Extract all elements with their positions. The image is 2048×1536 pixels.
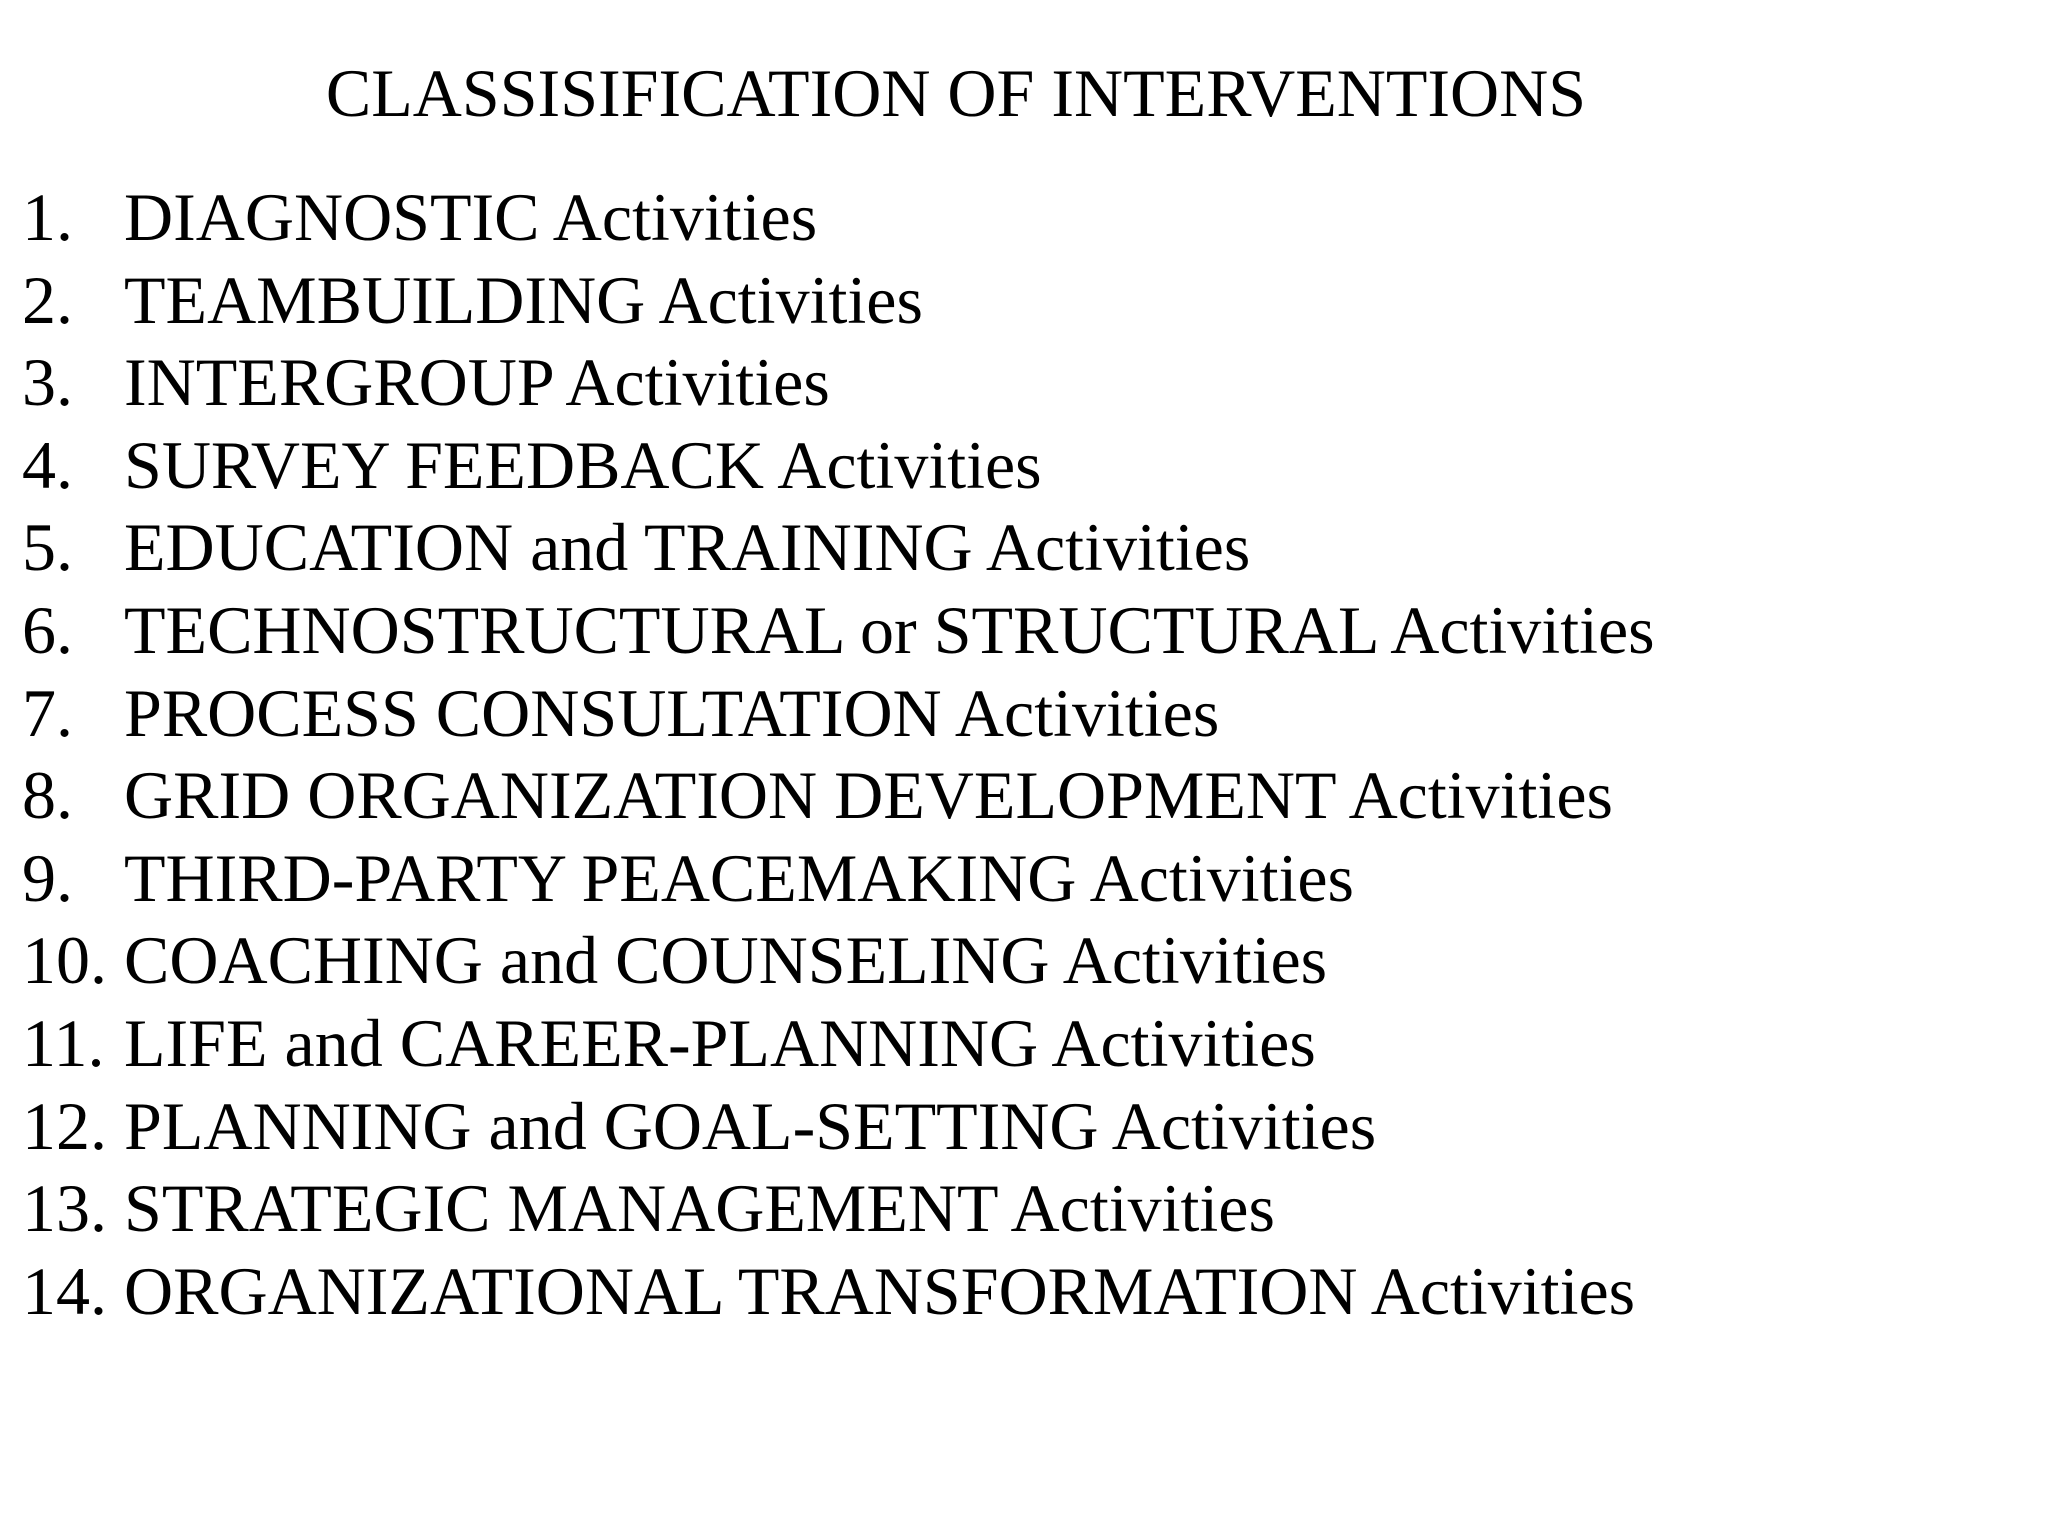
list-item [22,506,1655,589]
list-item-number: 11. [22,1004,105,1081]
list-item-number: 7. [22,674,73,751]
list-item-number: 9. [22,839,73,916]
list-item-text: COACHING and COUNSELING Activities [124,922,1328,999]
list-item-text: GRID ORGANIZATION DEVELOPMENT Activities [124,757,1613,834]
list-item [22,176,1655,259]
list-item-number: 13. [22,1170,107,1247]
list-item-number: 12. [22,1087,107,1164]
list-item [22,259,1655,342]
list-item [22,341,1655,424]
list-item-text: LIFE and CAREER-PLANNING Activities [124,1004,1316,1081]
list-item-number: 10. [22,922,107,999]
list-item-text: TECHNOSTRUCTURAL or STRUCTURAL Activities [124,591,1655,668]
list-item [22,1167,1655,1250]
list-item [22,672,1655,755]
list-item [22,1002,1655,1085]
list-item-number: 4. [22,426,73,503]
list-item-text: DIAGNOSTIC Activities [124,179,818,255]
page-title: CLASSISIFICATION OF INTERVENTIONS [325,55,1587,131]
list-item-number: 8. [22,757,73,834]
list-item-text: PROCESS CONSULTATION Activities [124,674,1220,751]
list-item [22,754,1655,837]
list-item [22,1085,1655,1168]
list-item [22,919,1655,1002]
list-item-text: THIRD-PARTY PEACEMAKING Activities [124,839,1355,916]
list-item-text: ORGANIZATIONAL TRANSFORMATION Activities [124,1252,1636,1329]
list-item-text: PLANNING and GOAL-SETTING Activities [124,1087,1377,1164]
list-item-number: 6. [22,591,73,668]
interventions-list [22,176,1655,1332]
list-item [22,1250,1655,1333]
list-item-number: 14. [22,1252,107,1329]
list-item [22,589,1655,672]
list-item-number: 5. [22,509,73,586]
list-item-text: STRATEGIC MANAGEMENT Activities [124,1170,1275,1247]
list-item-text: TEAMBUILDING Activities [124,261,923,338]
list-item-text: SURVEY FEEDBACK Activities [124,426,1042,503]
list-item-number: 2. [22,261,73,338]
list-item-text: INTERGROUP Activities [124,344,830,421]
list-item-number: 1. [22,179,73,255]
list-item-text: EDUCATION and TRAINING Activities [124,509,1251,586]
list-item [22,424,1655,507]
list-item-number: 3. [22,344,73,421]
list-item [22,837,1655,920]
